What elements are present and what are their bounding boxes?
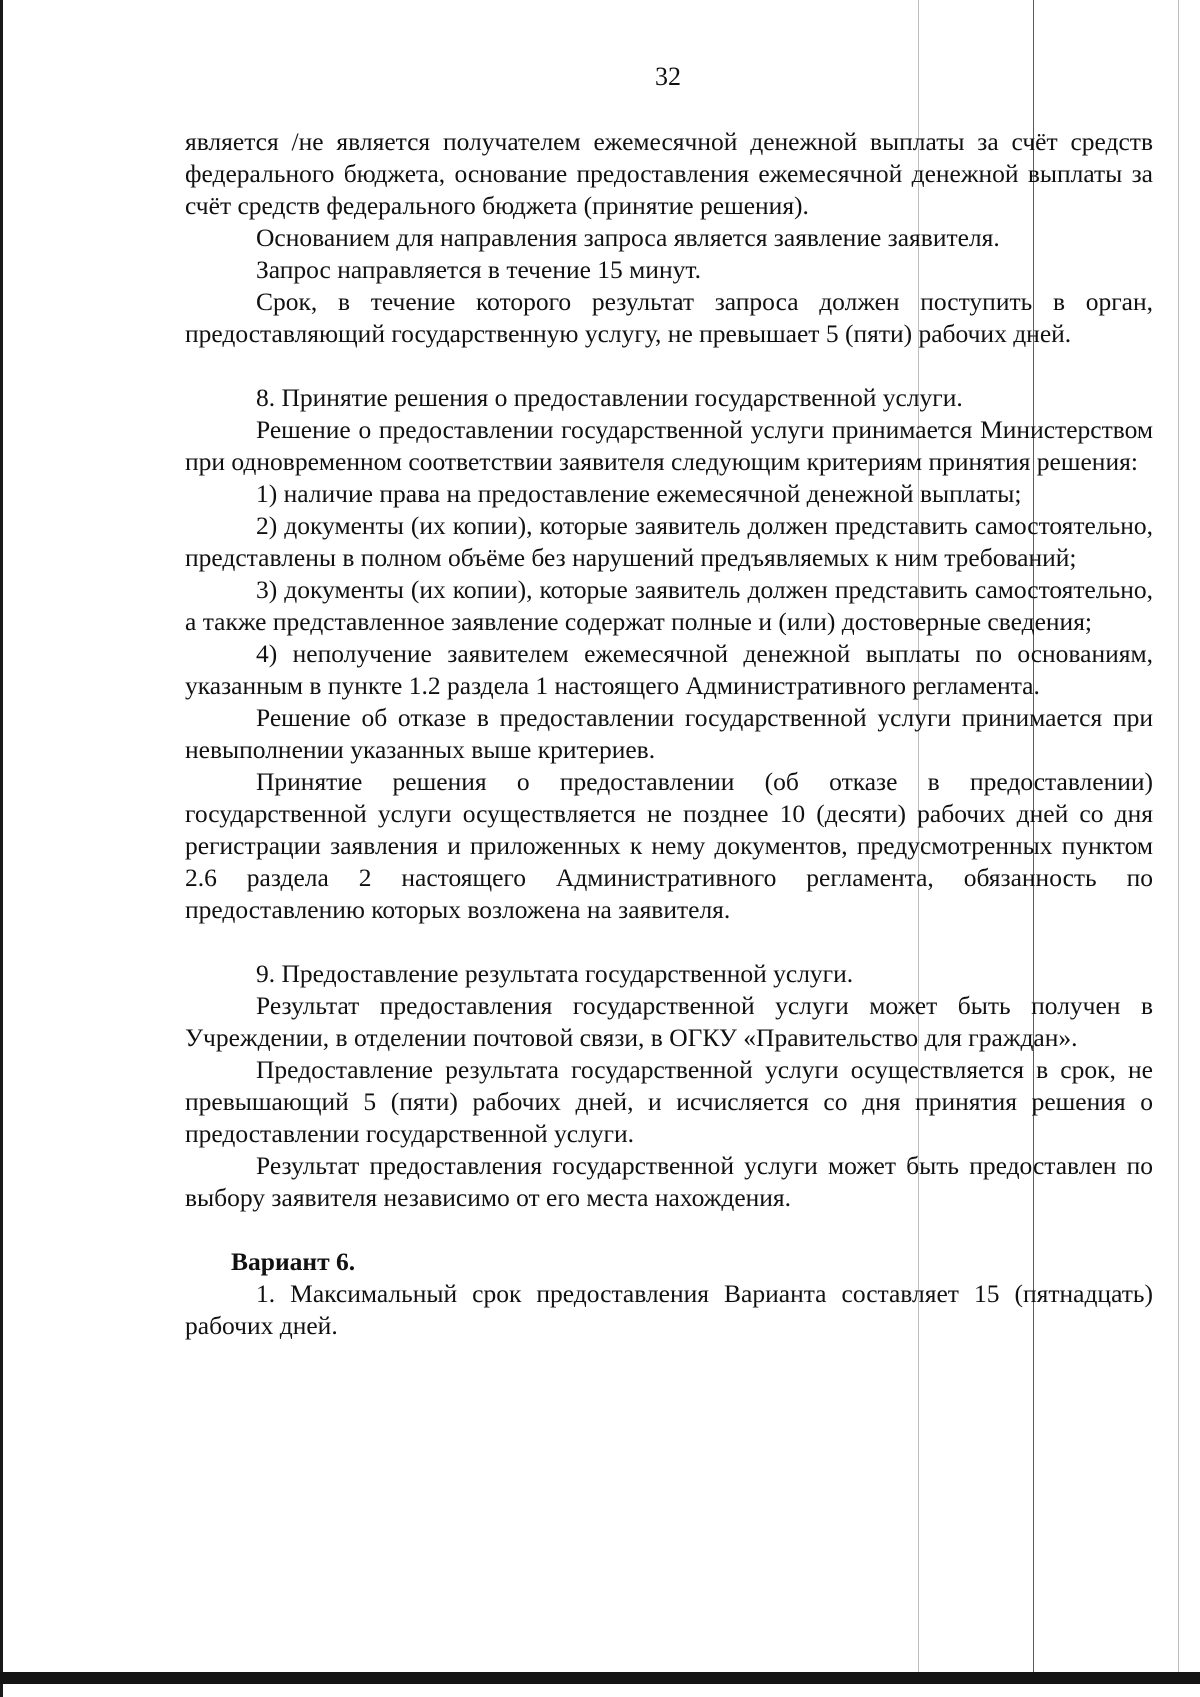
- paragraph: является /не является получателем ежемесячной денежной выплаты за счёт средств федерального бюджета, основание предоставления ежемесячной денежной выплаты за счёт средств федерального бюджета (принятие решения).: [185, 127, 1153, 220]
- paragraph: Решение об отказе в предоставлении государственной услуги принимается при невыполнении указанных выше критериев.: [185, 703, 1153, 764]
- list-item: 2) документы (их копии), которые заявитель должен представить самостоятельно, представлены в полном объёме без нарушений предъявляемых к ним требований;: [185, 511, 1153, 572]
- scan-artifact-line: [1178, 0, 1179, 1672]
- section-heading: 8. Принятие решения о предоставлении государственной услуги.: [256, 383, 963, 412]
- list-item: 1) наличие права на предоставление ежемесячной денежной выплаты;: [256, 479, 1022, 508]
- variant-heading: Вариант 6.: [231, 1247, 356, 1276]
- document-body: [185, 126, 1153, 1342]
- paragraph-gap: [185, 926, 1153, 958]
- list-item: 4) неполучение заявителем ежемесячной денежной выплаты по основаниям, указанным в пункте 1.2 раздела 1 настоящего Административного регламента.: [185, 639, 1153, 700]
- paragraph: Принятие решения о предоставлении (об отказе в предоставлении) государственной услуги осуществляется не позднее 10 (десяти) рабочих дней со дня регистрации заявления и приложенных к нему документов, предусмотренных пунктом 2.6 раздела 2 настоящего Административного регламента, обязанность по предоставлению которых возложена на заявителя.: [185, 767, 1153, 924]
- paragraph: Предоставление результата государственной услуги осуществляется в срок, не превышающий 5 (пяти) рабочих дней, и исчисляется со дня принятия решения о предоставлении государственной услуги.: [185, 1055, 1153, 1148]
- paragraph: Результат предоставления государственной услуги может быть предоставлен по выбору заявителя независимо от его места нахождения.: [185, 1151, 1153, 1212]
- paragraph: 1. Максимальный срок предоставления Варианта составляет 15 (пятнадцать) рабочих дней.: [185, 1279, 1153, 1340]
- paragraph: Срок, в течение которого результат запроса должен поступить в орган, предоставляющий государственную услугу, не превышает 5 (пяти) рабочих дней.: [185, 287, 1153, 348]
- paragraph-gap: [185, 1214, 1153, 1246]
- paragraph: Основанием для направления запроса является заявление заявителя.: [256, 223, 1000, 252]
- scan-left-edge: [0, 0, 3, 1697]
- paragraph: Решение о предоставлении государственной услуги принимается Министерством при одновременном соответствии заявителя следующим критериям принятия решения:: [185, 415, 1153, 476]
- paragraph: Запрос направляется в течение 15 минут.: [256, 255, 701, 284]
- page-number: 32: [655, 62, 681, 91]
- section-heading: 9. Предоставление результата государственной услуги.: [256, 959, 854, 988]
- scan-bottom-edge: [0, 1672, 1200, 1684]
- list-item: 3) документы (их копии), которые заявитель должен представить самостоятельно, а также представленное заявление содержат полные и (или) достоверные сведения;: [185, 575, 1153, 636]
- paragraph: Результат предоставления государственной услуги может быть получен в Учреждении, в отделении почтовой связи, в ОГКУ «Правительство для граждан».: [185, 991, 1153, 1052]
- paragraph-gap: [185, 350, 1153, 382]
